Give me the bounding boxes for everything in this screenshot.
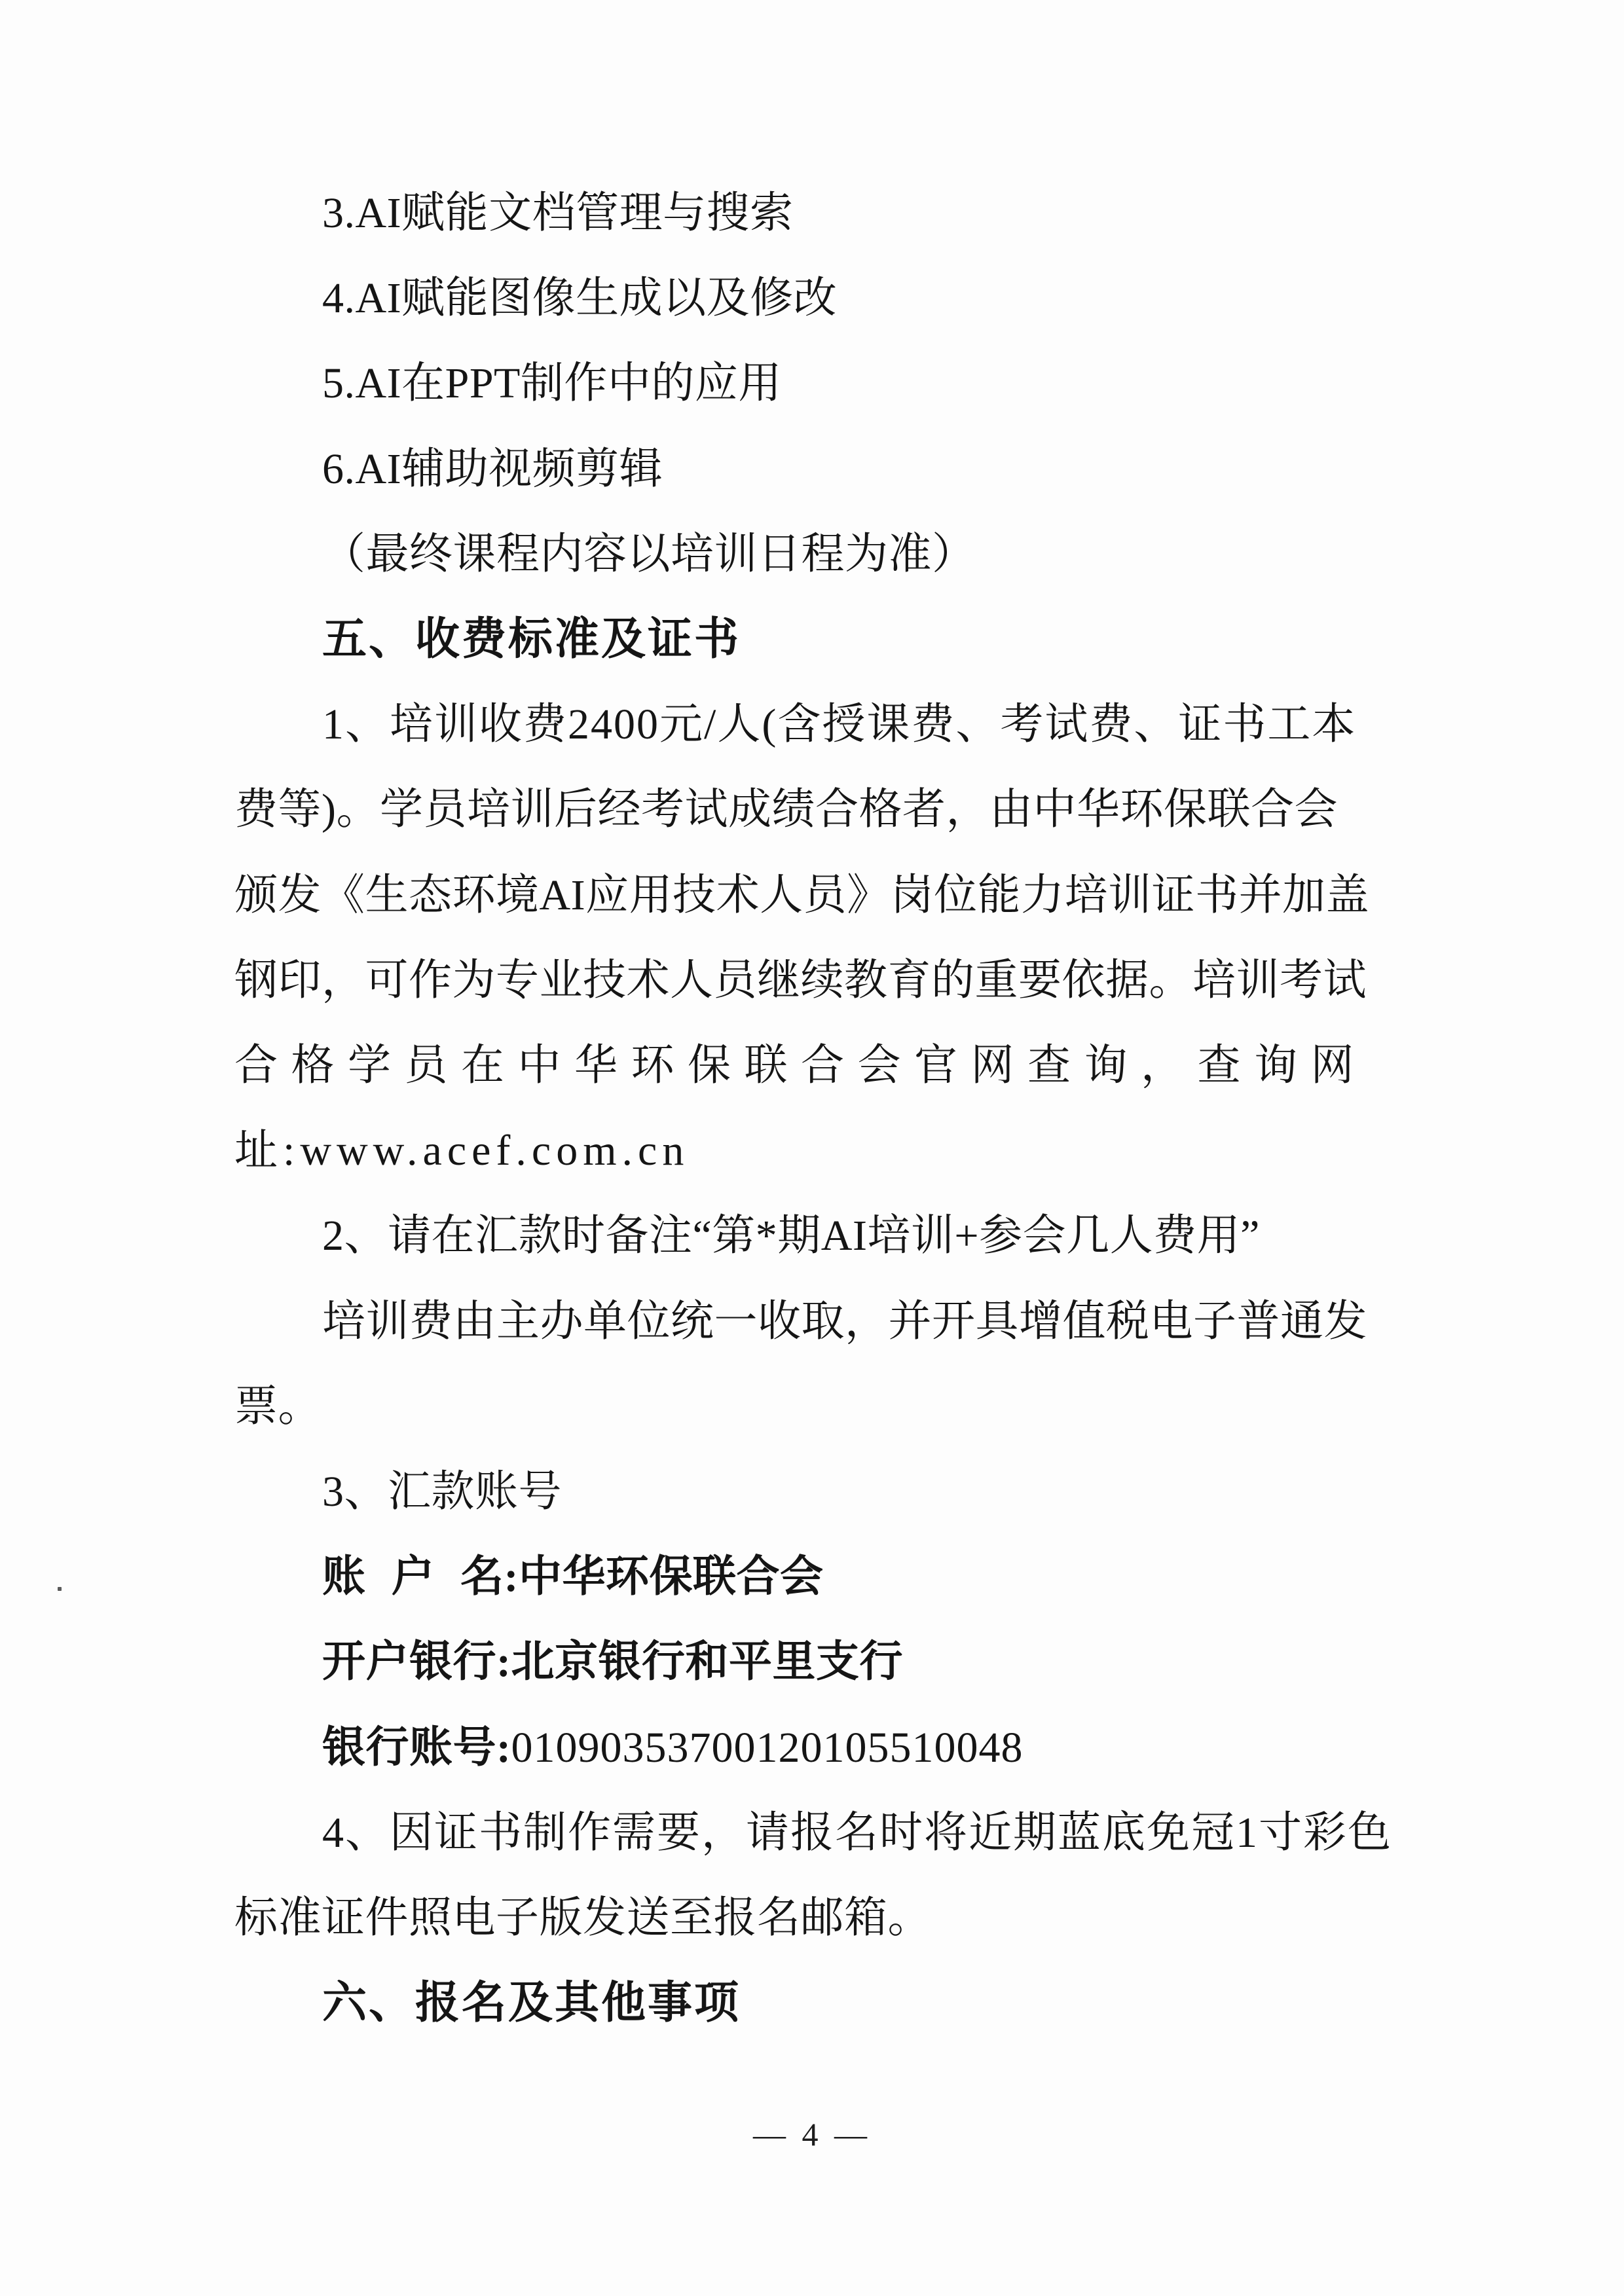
course-item-4: 4.AI赋能图像生成以及修改 — [322, 274, 838, 322]
bank-account-line — [322, 1726, 1023, 1770]
fee-para-line-6-website: 址:www.acef.com.cn — [234, 1127, 690, 1175]
bank-account-label: 银行账号: — [322, 1724, 511, 1772]
course-item-6: 6.AI辅助视频剪辑 — [322, 445, 663, 493]
course-item-3: 3.AI赋能文档管理与搜索 — [322, 189, 794, 237]
fee-para-line-5: 合格学员在中华环保联合会官网查询，查询网 — [234, 1042, 1367, 1089]
course-item-5: 5.AI在PPT制作中的应用 — [322, 359, 782, 407]
bank-account-number: 01090353700120105510048 — [511, 1724, 1024, 1772]
remit-account-heading: 3、汇款账号 — [322, 1468, 562, 1516]
section-heading-registration: 六、报名及其他事项 — [322, 1978, 741, 2028]
fee-para-line-1: 1、培训收费2400元/人(含授课费、考试费、证书工本 — [322, 701, 1357, 748]
bank-branch-line: 开户银行:北京银行和平里支行 — [322, 1638, 903, 1686]
page-number: — 4 — — [753, 2116, 871, 2153]
section-heading-fees: 五、收费标准及证书 — [322, 614, 741, 664]
remit-note-line: 2、请在汇款时备注“第*期AI培训+参会几人费用” — [322, 1212, 1260, 1260]
scan-artifact-speck — [58, 1587, 62, 1591]
invoice-para-line-2: 票。 — [234, 1383, 322, 1430]
fee-para-line-3: 颁发《生态环境AI应用技术人员》岗位能力培训证书并加盖 — [234, 871, 1370, 919]
course-content-note: （最终课程内容以培训日程为准） — [322, 530, 976, 578]
invoice-para-line-1: 培训费由主办单位统一收取，并开具增值税电子普通发 — [322, 1298, 1367, 1345]
fee-para-line-2: 费等)。学员培训后经考试成绩合格者，由中华环保联合会 — [234, 786, 1338, 833]
account-name-line: 账 户 名:中华环保联合会 — [322, 1553, 824, 1601]
fee-para-line-4: 钢印，可作为专业技术人员继续教育的重要依据。培训考试 — [234, 957, 1367, 1004]
photo-para-line-2: 标准证件照电子版发送至报名邮箱。 — [234, 1894, 931, 1942]
photo-para-line-1: 4、因证书制作需要，请报名时将近期蓝底免冠1寸彩色 — [322, 1809, 1392, 1857]
